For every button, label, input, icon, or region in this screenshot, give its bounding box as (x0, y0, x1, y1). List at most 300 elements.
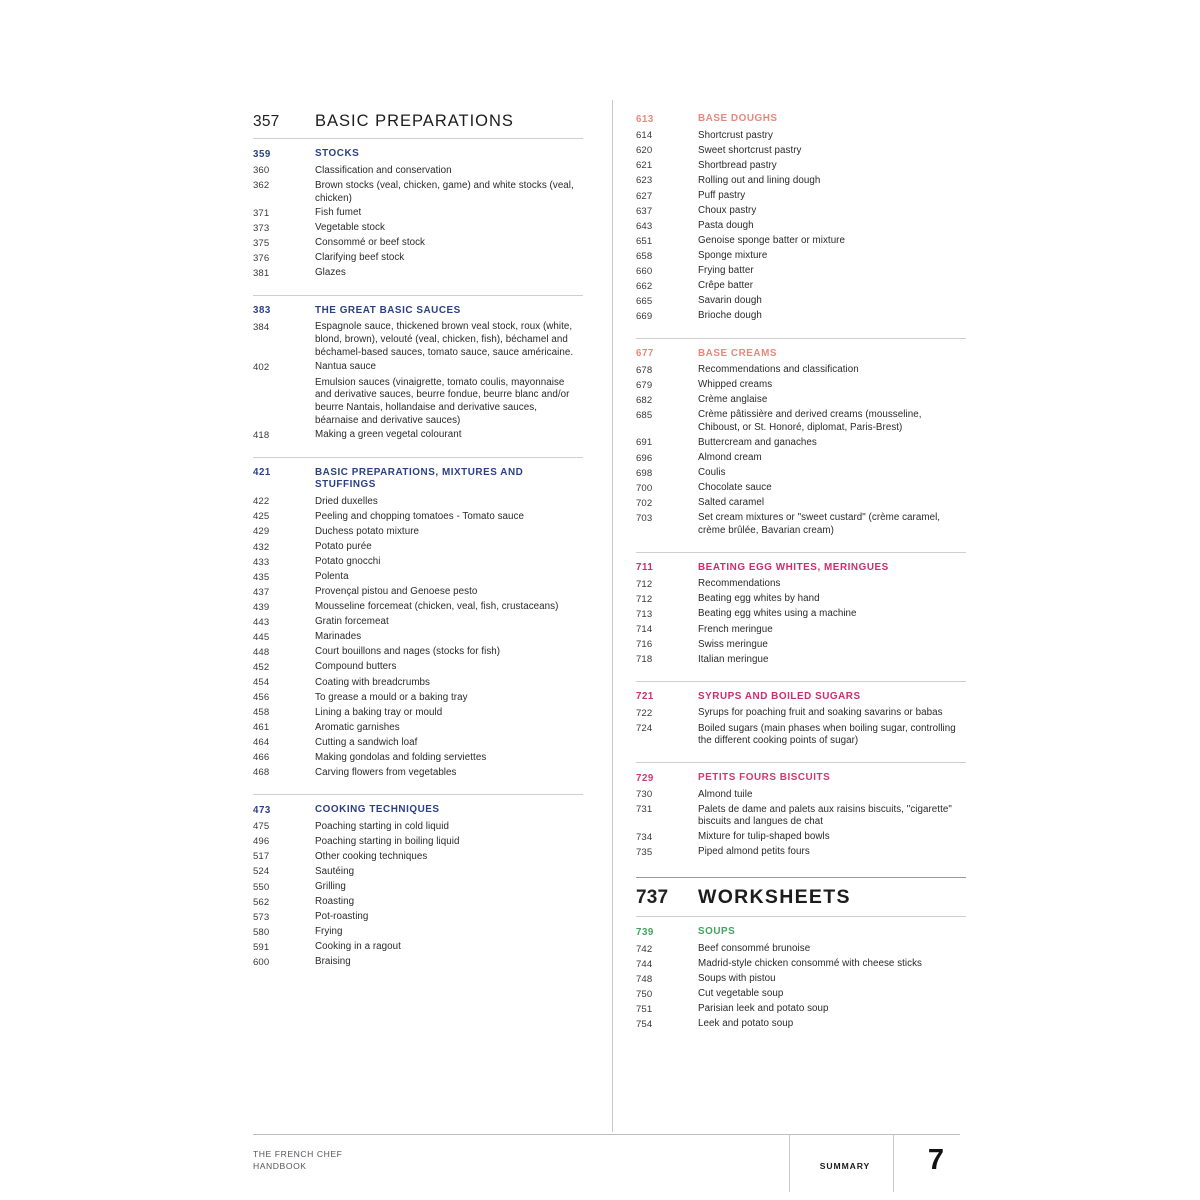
worksheets-heading (636, 886, 966, 916)
footer-divider-2 (893, 1134, 894, 1192)
toc-entry-page: 724 (636, 723, 653, 735)
toc-entry-page: 422 (253, 496, 270, 508)
toc-entry-page: 703 (636, 512, 653, 524)
toc-section (253, 147, 583, 282)
toc-entry-label: Coulis (698, 467, 726, 478)
toc-section-heading[interactable] (253, 304, 583, 321)
toc-entry[interactable] (253, 555, 583, 570)
toc-entry-label: Salted caramel (698, 497, 765, 509)
toc-section-heading[interactable] (636, 561, 966, 578)
toc-entry-label: Cutting a sandwich loaf (315, 736, 418, 748)
toc-entry-page: 373 (253, 222, 270, 234)
toc-entry[interactable] (253, 706, 583, 721)
toc-entry-page: 620 (636, 145, 653, 157)
toc-section-heading-page: 383 (253, 305, 271, 317)
toc-entry-label: Carving flowers from vegetables (315, 766, 457, 778)
toc-entry-page: 562 (253, 896, 270, 908)
toc-entry-label: Leek and potato soup (698, 1018, 794, 1030)
toc-section (636, 112, 966, 325)
toc-section (636, 690, 966, 749)
toc-entry[interactable] (636, 496, 966, 511)
toc-entry[interactable] (636, 577, 966, 592)
toc-section-heading-label: STOCKS (315, 148, 360, 159)
toc-section-heading[interactable] (636, 771, 966, 788)
worksheets-title: WORKSHEETS (698, 886, 851, 909)
toc-entry[interactable] (253, 320, 583, 360)
toc-entry-page: 698 (636, 467, 653, 479)
toc-entry[interactable] (636, 592, 966, 607)
toc-entry-label: Sweet shortcrust pastry (698, 144, 802, 156)
toc-entry-page: 437 (253, 586, 270, 598)
toc-section (253, 304, 583, 444)
toc-entry-page: 682 (636, 394, 653, 406)
toc-entry[interactable] (253, 600, 583, 615)
worksheets-rule-top (636, 877, 966, 878)
toc-section-heading-label: PETITS FOURS BISCUITS (698, 771, 831, 783)
toc-entry-page: 754 (636, 1018, 653, 1030)
toc-entry-label: Savarin dough (698, 295, 762, 307)
toc-entry-label: Boiled sugars (main phases when boiling sugar, controlling the different cooking points of sugar) (698, 722, 956, 747)
toc-entry-label: Potato gnocchi (315, 556, 381, 568)
toc-entry-label: Clarifying beef stock (315, 252, 405, 264)
toc-entry-label: Set cream mixtures or "sweet custard" (crème caramel, crème brûlée, Bavarian cream) (698, 512, 941, 536)
toc-section (253, 466, 583, 781)
toc-entry[interactable] (253, 660, 583, 675)
toc-entry-label: Vegetable stock (315, 222, 385, 234)
toc-entry-label: Soups with pistou (698, 973, 776, 985)
toc-entry[interactable] (253, 615, 583, 630)
toc-entry-page: 454 (253, 677, 270, 689)
toc-entry[interactable] (636, 722, 966, 749)
toc-entry-page: 456 (253, 692, 270, 704)
toc-entry[interactable] (636, 129, 966, 144)
toc-entry[interactable] (636, 972, 966, 987)
toc-entry-label: Beef consommé brunoise (698, 943, 811, 955)
section-spacer (253, 448, 583, 457)
section-spacer (636, 543, 966, 552)
footer-rule (253, 1134, 960, 1135)
section-rule (636, 338, 966, 339)
right-sections-upper (636, 112, 966, 860)
toc-entry-page: 700 (636, 482, 653, 494)
toc-entry-label: Poaching starting in cold liquid (315, 820, 449, 832)
toc-section-heading-page: 711 (636, 562, 654, 574)
toc-entry-label: Italian meringue (698, 653, 769, 665)
toc-entry[interactable] (253, 525, 583, 540)
toc-entry[interactable] (636, 987, 966, 1002)
toc-entry-label: Frying batter (698, 265, 754, 277)
toc-entry[interactable] (253, 880, 583, 895)
toc-entry[interactable] (636, 1002, 966, 1017)
toc-entry-label: Potato purée (315, 540, 372, 552)
toc-entry[interactable] (253, 179, 583, 206)
toc-entry[interactable] (253, 630, 583, 645)
toc-entry[interactable] (253, 691, 583, 706)
worksheets-number: 737 (636, 887, 669, 909)
toc-entry-page: 731 (636, 804, 653, 816)
toc-entry-page: 381 (253, 268, 270, 280)
toc-entry[interactable] (636, 204, 966, 219)
section-rule (253, 457, 583, 458)
toc-entry-page: 685 (636, 410, 653, 421)
toc-entry[interactable] (636, 957, 966, 972)
toc-entry-label: Other cooking techniques (315, 850, 428, 862)
toc-entry[interactable] (636, 189, 966, 204)
toc-entry[interactable] (636, 309, 966, 324)
toc-section-heading[interactable] (253, 803, 583, 820)
toc-entry[interactable] (253, 925, 583, 940)
toc-entry[interactable] (636, 144, 966, 159)
toc-entry-page: 678 (636, 364, 653, 376)
toc-entry-label: Fish fumet (315, 207, 362, 219)
toc-entry[interactable] (253, 850, 583, 865)
toc-entry-page: 744 (636, 958, 653, 970)
toc-entry-label: Marinades (315, 631, 362, 643)
toc-entry-page: 748 (636, 973, 653, 985)
toc-entry-label: Classification and conservation (315, 164, 452, 176)
toc-entry-label: Cooking in a ragout (315, 941, 401, 953)
toc-entry-label: Dried duxelles (315, 495, 378, 507)
toc-entry[interactable] (253, 910, 583, 925)
toc-entry-label: Duchess potato mixture (315, 525, 420, 537)
toc-entry-label: Beating egg whites by hand (698, 593, 820, 605)
toc-entry-label: Mixture for tulip-shaped bowls (698, 831, 830, 843)
toc-entry-label: Sponge mixture (698, 250, 768, 262)
toc-entry-page: 452 (253, 662, 270, 674)
toc-section-heading[interactable] (636, 347, 966, 364)
toc-entry[interactable] (253, 585, 583, 600)
toc-entry-label: Crème anglaise (698, 394, 768, 406)
toc-entry[interactable] (253, 865, 583, 880)
toc-entry-label: Buttercream and ganaches (698, 436, 817, 448)
right-sections-lower (636, 925, 966, 1032)
toc-entry-page: 712 (636, 594, 653, 606)
toc-entry-label: Emulsion sauces (vinaigrette, tomato coulis, mayonnaise and derivative sauces, beurre fondue, beurre blanc and/or beurre Nantais, hollandaise and derivative sauces, béarnaise and derivative sauces) (315, 376, 570, 426)
toc-entry-label: Genoise sponge batter or mixture (698, 235, 845, 247)
toc-entry[interactable] (636, 249, 966, 264)
toc-section-heading-page: 421 (253, 467, 271, 479)
chapter-rule (253, 138, 583, 139)
toc-entry-label: Almond cream (698, 451, 762, 463)
toc-entry-page: 443 (253, 616, 270, 628)
toc-entry-label: Palets de dame and palets aux raisins biscuits, "cigarette" biscuits and langues de chat (698, 803, 952, 828)
right-column (636, 112, 966, 1036)
toc-entry-page: 702 (636, 497, 653, 509)
toc-section-heading-page: 473 (253, 804, 271, 816)
toc-entry-label: Court bouillons and nages (stocks for fish) (315, 646, 501, 658)
toc-entry-label: Swiss meringue (698, 638, 768, 650)
toc-entry-page: 679 (636, 379, 653, 391)
toc-entry-page: 573 (253, 911, 270, 923)
toc-entry-label: Mousseline forcemeat (chicken, veal, fish, crustaceans) (315, 601, 559, 613)
toc-entry-label: Compound butters (315, 661, 397, 673)
toc-section-heading-page: 721 (636, 691, 654, 703)
toc-section-heading-label: SOUPS (698, 926, 736, 938)
toc-section-heading-page: 613 (636, 113, 654, 125)
toc-entry-label: Peeling and chopping tomatoes - Tomato sauce (315, 510, 524, 522)
toc-entry[interactable] (636, 942, 966, 957)
toc-entry[interactable] (636, 1017, 966, 1032)
toc-entry[interactable] (253, 251, 583, 266)
imprint-line-2: HANDBOOK (253, 1161, 307, 1172)
toc-entry-label: Coating with breadcrumbs (315, 676, 431, 688)
toc-entry[interactable] (253, 540, 583, 555)
toc-entry-label: Glazes (315, 267, 346, 279)
toc-entry[interactable] (253, 835, 583, 850)
toc-entry-label: Gratin forcemeat (315, 616, 389, 628)
toc-entry[interactable] (253, 940, 583, 955)
toc-section-heading[interactable] (253, 466, 583, 495)
toc-section-heading-label: BASE CREAMS (698, 347, 778, 359)
section-spacer (636, 329, 966, 338)
toc-entry[interactable] (636, 363, 966, 378)
toc-section (636, 771, 966, 860)
chapter-title: BASIC PREPARATIONS (315, 112, 514, 130)
toc-section-heading-page: 739 (636, 926, 654, 938)
toc-section-heading-page: 729 (636, 772, 654, 784)
toc-entry-page: 550 (253, 881, 270, 893)
toc-entry-page: 734 (636, 831, 653, 843)
toc-entry[interactable] (253, 236, 583, 251)
toc-entry-page: 713 (636, 609, 653, 621)
toc-entry[interactable] (636, 264, 966, 279)
toc-entry-label: Grilling (315, 880, 346, 892)
toc-entry-label: Shortcrust pastry (698, 129, 773, 141)
section-spacer (636, 672, 966, 681)
toc-entry-page: 722 (636, 708, 653, 720)
toc-entry-label: Madrid-style chicken consommé with cheese sticks (698, 958, 922, 970)
toc-entry-label: Espagnole sauce, thickened brown veal stock, roux (white, blond, brown), velouté (veal, chicken, fish), béchamel and béchamel-based sauces, tomato sauce, sauce américaine. (315, 321, 574, 358)
toc-section-heading[interactable] (636, 925, 966, 942)
toc-entry-page: 461 (253, 722, 270, 734)
toc-entry-page: 730 (636, 789, 653, 801)
toc-entry[interactable] (636, 623, 966, 638)
toc-entry[interactable] (636, 638, 966, 653)
toc-entry-page: 375 (253, 237, 270, 249)
toc-entry[interactable] (636, 279, 966, 294)
toc-entry-label: Provençal pistou and Genoese pesto (315, 586, 478, 598)
toc-section-heading-page: 677 (636, 348, 654, 360)
toc-entry[interactable] (636, 466, 966, 481)
toc-entry-label: French meringue (698, 623, 773, 635)
toc-entry-label: Recommendations (698, 578, 781, 590)
toc-entry[interactable] (636, 159, 966, 174)
toc-entry[interactable] (253, 164, 583, 179)
toc-entry[interactable] (636, 845, 966, 860)
toc-entry-label: Sautéing (315, 865, 355, 877)
toc-section-heading-label: SYRUPS AND BOILED SUGARS (698, 690, 861, 702)
toc-entry-label: Syrups for poaching fruit and soaking savarins or babas (698, 707, 943, 719)
toc-entry[interactable] (253, 736, 583, 751)
toc-entry-page: 435 (253, 571, 270, 583)
toc-entry-page: 643 (636, 220, 653, 232)
toc-entry-label: Crème pâtissière and derived creams (mousseline, Chiboust, or St. Honoré, diplomat, Paris-Brest) (698, 409, 922, 434)
toc-entry[interactable] (253, 360, 583, 375)
toc-entry-page: 433 (253, 556, 270, 568)
toc-entry-page: 429 (253, 526, 270, 538)
toc-entry[interactable] (636, 294, 966, 309)
toc-entry-page: 665 (636, 295, 653, 307)
toc-section-heading-label: BASE DOUGHS (698, 113, 778, 124)
toc-entry[interactable] (253, 376, 583, 429)
page-footer (253, 1142, 960, 1200)
toc-entry-label: Pasta dough (698, 220, 754, 232)
toc-entry[interactable] (636, 481, 966, 496)
toc-entry-page: 714 (636, 624, 653, 636)
toc-section-heading-label: BASIC PREPARATIONS, MIXTURES AND STUFFINGS (315, 466, 524, 491)
toc-entry-page: 468 (253, 767, 270, 779)
toc-entry-page: 696 (636, 452, 653, 464)
toc-entry-page: 614 (636, 130, 653, 142)
toc-entry-page: 402 (253, 362, 270, 374)
toc-entry-page: 360 (253, 165, 270, 177)
toc-entry-page: 517 (253, 851, 270, 863)
toc-entry[interactable] (636, 174, 966, 189)
toc-section-heading-label: BEATING EGG WHITES, MERINGUES (698, 561, 889, 573)
toc-entry-label: Parisian leek and potato soup (698, 1003, 829, 1015)
toc-entry-label: Choux pastry (698, 205, 757, 217)
section-rule (636, 681, 966, 682)
toc-entry-page: 621 (636, 160, 653, 172)
toc-section-heading[interactable] (253, 147, 583, 164)
toc-entry-label: Puff pastry (698, 189, 746, 201)
toc-entry-label: Aromatic garnishes (315, 721, 400, 733)
toc-entry-label: Cut vegetable soup (698, 988, 784, 1000)
toc-entry-page: 658 (636, 250, 653, 262)
toc-entry-label: Whipped creams (698, 379, 773, 391)
section-spacer (253, 785, 583, 794)
toc-entry[interactable] (253, 676, 583, 691)
toc-entry-page: 432 (253, 541, 270, 553)
toc-entry-page: 751 (636, 1003, 653, 1015)
toc-entry-label: Pot-roasting (315, 911, 369, 923)
toc-entry-page: 580 (253, 926, 270, 938)
toc-entry[interactable] (636, 408, 966, 435)
toc-entry[interactable] (636, 706, 966, 721)
toc-entry-label: Brown stocks (veal, chicken, game) and white stocks (veal, chicken) (315, 179, 574, 204)
toc-entry[interactable] (636, 653, 966, 668)
toc-entry-page: 660 (636, 265, 653, 277)
toc-entry[interactable] (636, 511, 966, 538)
toc-entry[interactable] (253, 820, 583, 835)
toc-entry[interactable] (253, 428, 583, 443)
toc-section-heading-label: COOKING TECHNIQUES (315, 803, 440, 815)
toc-entry-page: 448 (253, 646, 270, 658)
toc-entry-page: 371 (253, 207, 270, 219)
toc-entry[interactable] (253, 895, 583, 910)
toc-entry-page: 445 (253, 631, 270, 643)
toc-entry-label: Recommendations and classification (698, 364, 859, 376)
left-sections (253, 147, 583, 970)
toc-entry-page: 418 (253, 430, 270, 442)
section-rule (253, 794, 583, 795)
toc-entry-label: Roasting (315, 895, 355, 907)
toc-entry-label: To grease a mould or a baking tray (315, 691, 468, 703)
toc-entry[interactable] (636, 378, 966, 393)
toc-entry-label: Braising (315, 956, 351, 968)
toc-section-heading-page: 359 (253, 148, 271, 160)
toc-entry-page: 600 (253, 956, 270, 968)
toc-entry[interactable] (636, 451, 966, 466)
toc-entry-page (253, 377, 315, 378)
toc-entry[interactable] (253, 751, 583, 766)
toc-entry[interactable] (636, 234, 966, 249)
toc-entry-page: 591 (253, 941, 270, 953)
toc-entry-page: 637 (636, 205, 653, 217)
toc-entry[interactable] (636, 803, 966, 830)
toc-section (636, 561, 966, 668)
toc-section-heading-label: THE GREAT BASIC SAUCES (315, 304, 461, 316)
toc-entry-page: 623 (636, 175, 653, 187)
toc-entry-page: 362 (253, 180, 270, 192)
toc-entry[interactable] (253, 221, 583, 236)
toc-entry-label: Chocolate sauce (698, 482, 772, 494)
toc-section (636, 925, 966, 1032)
toc-entry[interactable] (636, 393, 966, 408)
worksheets-rule-bottom (636, 916, 966, 917)
toc-entry-page: 742 (636, 943, 653, 955)
toc-entry[interactable] (253, 645, 583, 660)
toc-entry[interactable] (253, 955, 583, 970)
toc-entry[interactable] (636, 830, 966, 845)
toc-entry-page: 458 (253, 707, 270, 719)
footer-divider-1 (789, 1134, 790, 1192)
toc-entry-label: Making gondolas and folding serviettes (315, 751, 487, 763)
toc-entry[interactable] (636, 436, 966, 451)
toc-entry-page: 750 (636, 988, 653, 1000)
toc-entry-page: 718 (636, 654, 653, 666)
toc-entry[interactable] (636, 219, 966, 234)
toc-section (253, 803, 583, 970)
toc-entry[interactable] (253, 721, 583, 736)
toc-entry[interactable] (253, 495, 583, 510)
toc-entry-page: 691 (636, 437, 653, 449)
section-spacer (253, 286, 583, 295)
column-divider (612, 100, 613, 1132)
toc-entry-label: Almond tuile (698, 788, 753, 800)
toc-entry-page: 716 (636, 639, 653, 651)
imprint-line-1: THE FRENCH CHEF (253, 1149, 343, 1159)
toc-entry-page: 475 (253, 821, 270, 833)
toc-section-heading[interactable] (636, 690, 966, 707)
toc-entry-label: Consommé or beef stock (315, 237, 425, 249)
toc-entry[interactable] (636, 788, 966, 803)
toc-entry-page: 669 (636, 311, 653, 323)
toc-entry-page: 384 (253, 321, 270, 333)
toc-section-heading[interactable] (636, 112, 966, 129)
toc-entry-label: Lining a baking tray or mould (315, 706, 443, 718)
toc-entry[interactable] (253, 766, 583, 781)
toc-entry-page: 464 (253, 737, 270, 749)
toc-entry-page: 376 (253, 253, 270, 265)
section-rule (253, 295, 583, 296)
toc-entry-label: Making a green vegetal colourant (315, 429, 462, 441)
left-column (253, 112, 583, 974)
toc-entry-label: Piped almond petits fours (698, 846, 810, 858)
toc-entry[interactable] (636, 607, 966, 622)
chapter-number: 357 (253, 113, 280, 130)
toc-entry-page: 524 (253, 866, 270, 878)
toc-entry-page: 735 (636, 846, 653, 858)
toc-entry-label: Shortbread pastry (698, 159, 777, 171)
toc-entry-label: Rolling out and lining dough (698, 174, 821, 186)
toc-entry[interactable] (253, 266, 583, 281)
page-folio: 7 (927, 1144, 945, 1176)
toc-entry[interactable] (253, 570, 583, 585)
toc-entry[interactable] (253, 510, 583, 525)
toc-entry[interactable] (253, 206, 583, 221)
section-spacer (636, 753, 966, 762)
